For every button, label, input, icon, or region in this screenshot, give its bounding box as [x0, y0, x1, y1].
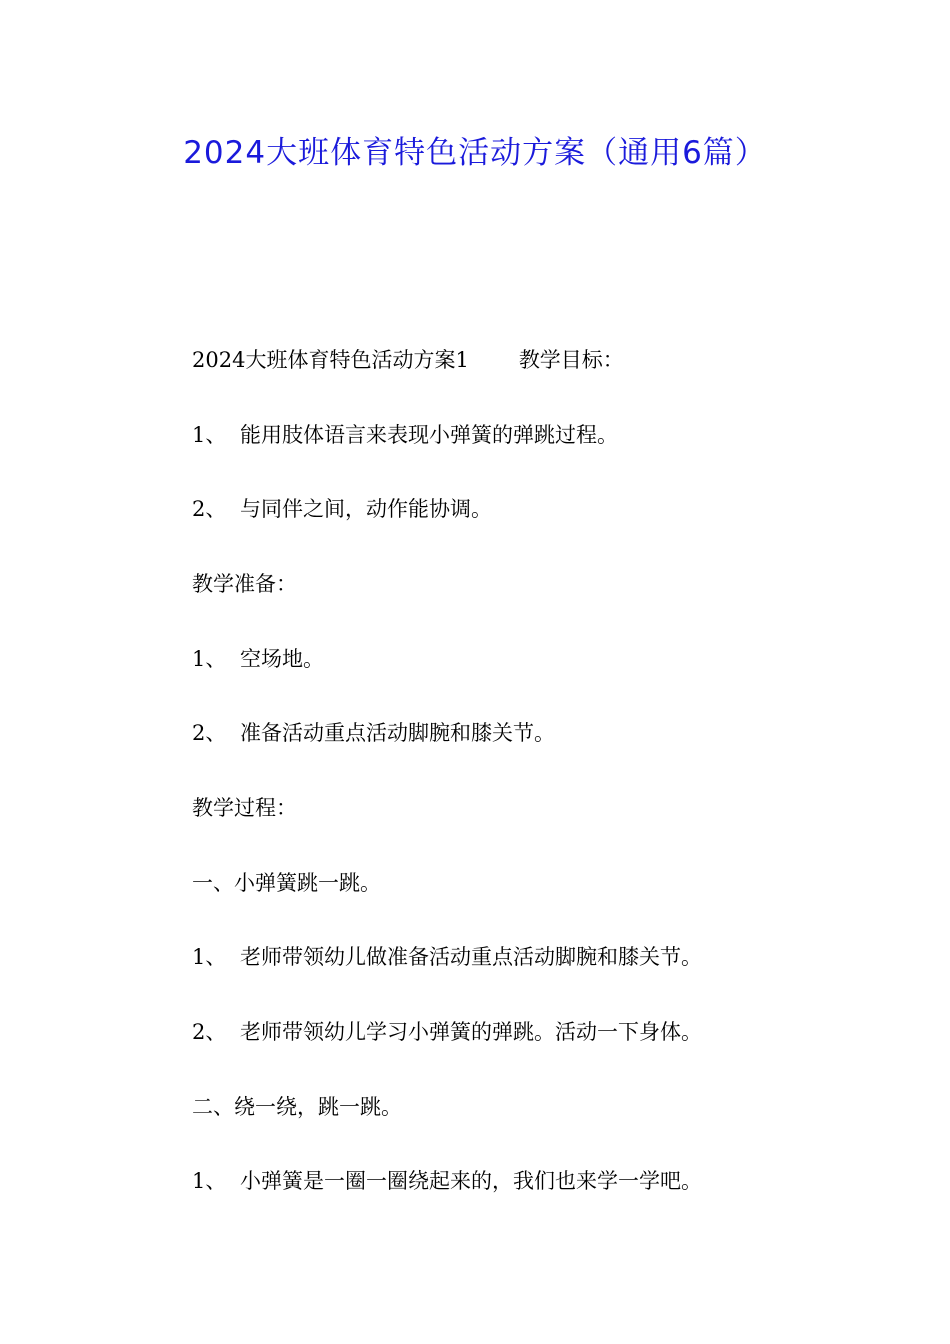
- prep-item-1: [192, 644, 324, 674]
- section1-item-1: [192, 942, 702, 972]
- section-heading-1: 一、小弹簧跳一跳。: [192, 871, 381, 895]
- list-number: 1、: [192, 423, 227, 447]
- goal-item-1: [192, 420, 618, 450]
- page-title: 2024大班体育特色活动方案（通用6篇）: [183, 135, 767, 171]
- section2-item-1: [192, 1166, 702, 1196]
- section-heading-2: 二、绕一绕，跳一跳。: [192, 1095, 402, 1119]
- list-text: 准备活动重点活动脚腕和膝关节。: [240, 721, 555, 745]
- prep-heading: 教学准备：: [192, 572, 297, 596]
- list-text: 能用肢体语言来表现小弹簧的弹跳过程。: [240, 423, 618, 447]
- goal-item-2: [192, 494, 492, 524]
- goals-heading: 教学目标：: [518, 348, 624, 372]
- prep-item-2: [192, 718, 555, 748]
- process-heading: 教学过程：: [192, 796, 297, 820]
- list-text: 空场地。: [240, 647, 324, 671]
- list-text: 小弹簧是一圈一圈绕起来的，我们也来学一学吧。: [240, 1169, 702, 1193]
- list-number: 1、: [192, 647, 227, 671]
- list-number: 2、: [192, 1020, 227, 1044]
- intro-line: [192, 345, 624, 375]
- list-text: 老师带领幼儿做准备活动重点活动脚腕和膝关节。: [240, 945, 702, 969]
- list-text: 与同伴之间，动作能协调。: [240, 497, 492, 521]
- list-number: 2、: [192, 497, 227, 521]
- plan-heading: 2024大班体育特色活动方案1: [192, 348, 469, 372]
- list-number: 2、: [192, 721, 227, 745]
- list-text: 老师带领幼儿学习小弹簧的弹跳。活动一下身体。: [240, 1020, 702, 1044]
- list-number: 1、: [192, 945, 227, 969]
- section1-item-2: [192, 1017, 702, 1047]
- list-number: 1、: [192, 1169, 227, 1193]
